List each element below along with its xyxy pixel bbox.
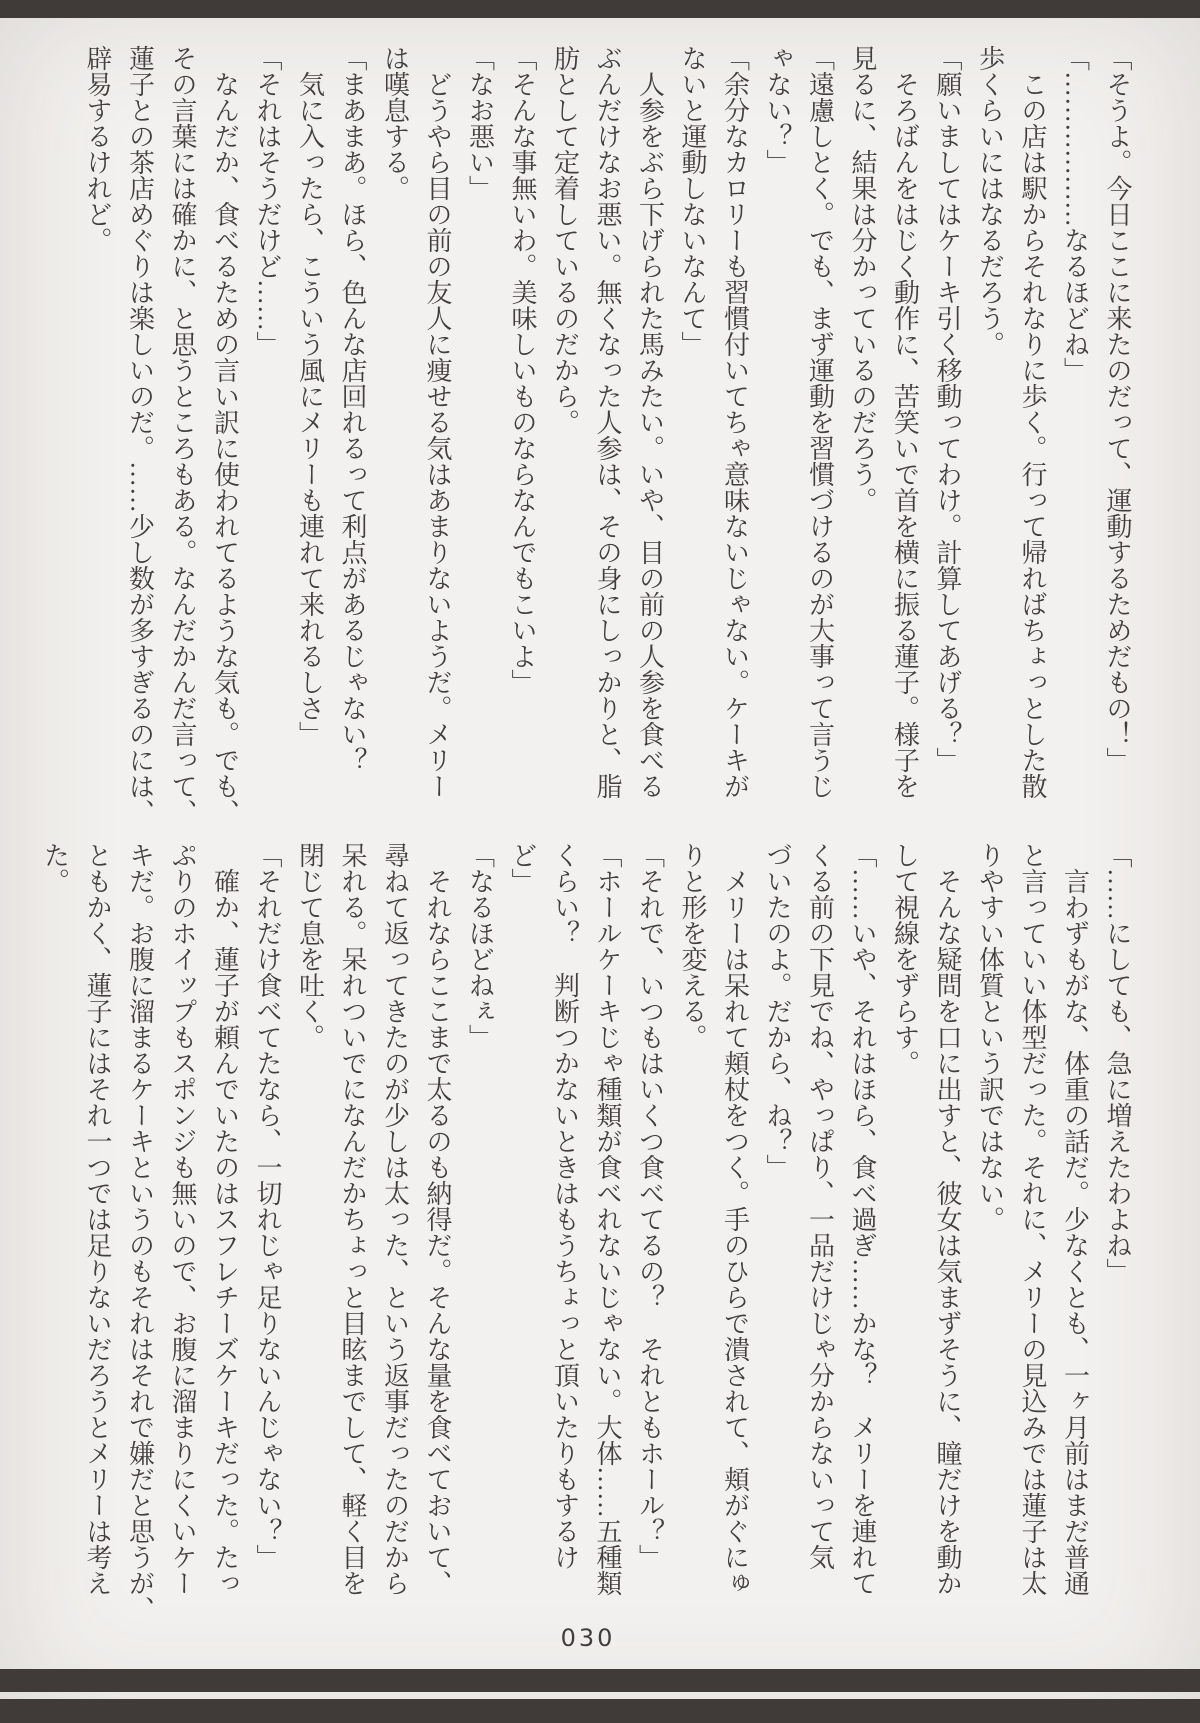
text-column: そろばんをはじく動作に、苦笑いで首を横に振る蓮子。様子を (890, 45, 920, 799)
page-number: 030 (560, 1624, 616, 1652)
text-column: りと形を変える。 (678, 842, 707, 1050)
bottom-border-bar-edge (0, 1699, 1200, 1723)
text-column: 「願いましてはケーキ引く移動ってわけ。計算してあげる？」 (933, 45, 962, 773)
text-column: ゃない？」 (763, 45, 792, 175)
text-column: 肪として定着しているのだから。 (550, 45, 580, 435)
text-column: 「それはそうだけど……」 (253, 45, 282, 357)
text-column: 「それだけ食べてたなら、一切れじゃ足りないんじゃない？」 (253, 842, 282, 1570)
text-column: して視線をずらす。 (890, 842, 920, 1076)
text-column: 人参をぶら下げられた馬みたい。いや、目の前の人参を食べる (635, 45, 665, 799)
text-column: その言葉には確かに、と思うところもある。なんだかんだ言って、 (168, 45, 197, 825)
text-column: 閉じて息を吐く。 (295, 842, 325, 1050)
text-column: くらい？ 判断つかないときはもうちょっと頂いたりもするけ (550, 842, 580, 1570)
text-column: 「遠慮しとく。でも、まず運動を習慣づけるのが大事って言うじ (805, 45, 835, 799)
text-column: 「まあまあ。ほら、色んな店回れるって利点があるじゃない？ (338, 45, 367, 773)
text-column: 「………………なるほどね」 (1060, 45, 1090, 383)
text-column: と言っていい体型だった。それに、メリーの見込みでは蓮子は太 (1018, 842, 1047, 1596)
text-column: どうやら目の前の友人に痩せる気はあまりないようだ。メリー (423, 45, 452, 799)
text-column: 「……いや、それはほら、食べ過ぎ……かな？ メリーを連れて (848, 842, 877, 1596)
text-column: た。 (40, 842, 70, 894)
bottom-border-bar-outer (0, 1669, 1200, 1692)
text-column: ないと運動しないなんて」 (678, 45, 707, 357)
text-column: 歩くらいにはなるだろう。 (975, 45, 1005, 357)
text-column: 見るに、結果は分かっているのだろう。 (848, 45, 877, 513)
text-column: 「ホールケーキじゃ種類が食べれないじゃない。大体……五種類 (593, 842, 622, 1596)
text-block-top (76, 45, 1139, 835)
text-column: 呆れる。呆れついでになんだかちょっと目眩までして、軽く目を (338, 842, 367, 1596)
text-column: づいたのよ。だから、ね？」 (763, 842, 792, 1180)
text-column: 「なお悪い」 (465, 45, 495, 201)
text-column: この店は駅からそれなりに歩く。行って帰ればちょっとした散 (1018, 45, 1047, 799)
top-border-bar (0, 0, 1200, 18)
text-column: 確か、蓮子が頼んでいたのはスフレチーズケーキだった。たっ (210, 842, 240, 1596)
text-column: ど」 (508, 842, 537, 894)
text-block-bottom (33, 842, 1138, 1632)
text-column: 「そうよ。今日ここに来たのだって、運動するためだもの！」 (1103, 45, 1132, 773)
text-column: 蓮子との茶店めぐりは楽しいのだ。……少し数が多すぎるのには、 (125, 45, 155, 825)
text-column: ぶんだけなお悪い。無くなった人参は、その身にしっかりと、脂 (593, 45, 622, 799)
text-column: 尋ねて返ってきたのが少しは太った、という返事だったのだから (380, 842, 410, 1596)
text-column: キだ。お腹に溜まるケーキというのもそれはそれで嫌だと思うが、 (125, 842, 155, 1622)
text-column: 言わずもがな、体重の話だ。少なくとも、一ヶ月前はまだ普通 (1060, 842, 1090, 1596)
text-column: 気に入ったら、こういう風にメリーも連れて来れるしさ」 (295, 45, 325, 747)
text-column: メリーは呆れて頬杖をつく。手のひらで潰されて、頬がぐにゅ (720, 842, 750, 1596)
text-column: 「なるほどねぇ」 (465, 842, 495, 1050)
text-column: 「……にしても、急に増えたわよね」 (1103, 842, 1132, 1284)
text-column: それならここまで太るのも納得だ。そんな量を食べておいて、 (423, 842, 452, 1596)
text-column: くる前の下見でね、やっぱり、一品だけじゃ分からないって気 (805, 842, 835, 1570)
text-column: 「そんな事無いわ。美味しいものならなんでもこいよ」 (508, 45, 537, 695)
text-column: 「余分なカロリーも習慣付いてちゃ意味ないじゃない。ケーキが (720, 45, 750, 799)
text-column: は嘆息する。 (380, 45, 410, 201)
text-column: ぷりのホイップもスポンジも無いので、お腹に溜まりにくいケー (168, 842, 197, 1596)
text-column: ともかく、蓮子にはそれ一つでは足りないだろうとメリーは考え (83, 842, 112, 1596)
text-column: りやすい体質という訳ではない。 (975, 842, 1005, 1232)
text-column: なんだか、食べるための言い訳に使われてるような気も。でも、 (210, 45, 240, 825)
text-column: 「それで、いつもはいくつ食べてるの？ それともホール？」 (635, 842, 665, 1570)
text-column: そんな疑問を口に出すと、彼女は気まずそうに、瞳だけを動か (933, 842, 962, 1596)
text-column: 辟易するけれど。 (83, 45, 112, 253)
